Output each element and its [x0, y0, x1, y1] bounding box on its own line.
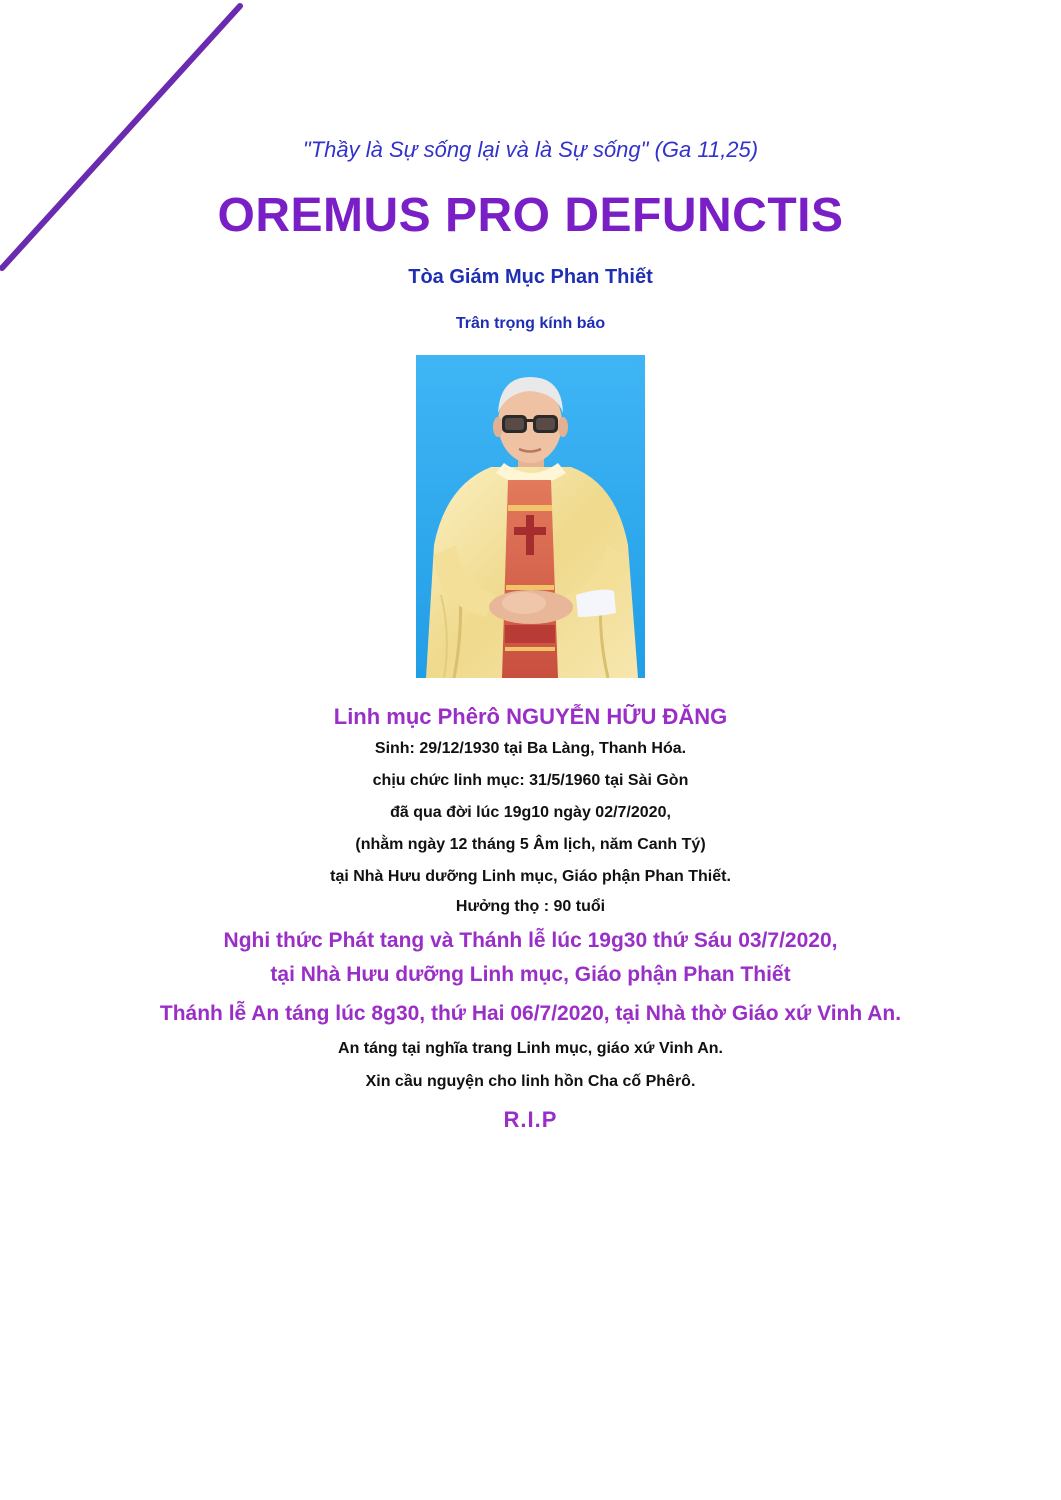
mourning-rite-info: Nghi thức Phát tang và Thánh lễ lúc 19g30 thứ Sáu 03/7/2020,	[223, 929, 838, 952]
priest-portrait	[416, 355, 645, 678]
page-title: OREMUS PRO DEFUNCTIS	[217, 189, 844, 242]
priest-name: Linh mục Phêrô NGUYỄN HỮU ĐĂNG	[333, 704, 728, 729]
prayer-request: Xin cầu nguyện cho linh hồn Cha cố Phêrô.	[365, 1073, 696, 1090]
mourning-place-info: tại Nhà Hưu dưỡng Linh mục, Giáo phận Phan Thiết	[270, 963, 791, 986]
bible-verse: "Thầy là Sự sống lại và là Sự sống" (Ga 11,25)	[302, 137, 759, 162]
death-info: đã qua đời lúc 19g10 ngày 02/7/2020,	[390, 804, 671, 821]
rip-text: R.I.P	[503, 1107, 558, 1132]
announcement-text: Trân trọng kính báo	[455, 315, 606, 332]
funeral-mass-info: Thánh lễ An táng lúc 8g30, thứ Hai 06/7/2020, tại Nhà thờ Giáo xứ Vinh An.	[159, 1002, 902, 1025]
diocese-name: Tòa Giám Mục Phan Thiết	[408, 266, 653, 288]
death-place-info: tại Nhà Hưu dưỡng Linh mục, Giáo phận Phan Thiết.	[330, 868, 731, 885]
burial-info: An táng tại nghĩa trang Linh mục, giáo xứ Vinh An.	[338, 1040, 723, 1057]
ordination-info: chịu chức linh mục: 31/5/1960 tại Sài Gòn	[372, 772, 689, 789]
age-info: Hưởng thọ : 90 tuổi	[455, 898, 606, 915]
birth-info: Sinh: 29/12/1930 tại Ba Làng, Thanh Hóa.	[374, 740, 687, 757]
lunar-date-info: (nhằm ngày 12 tháng 5 Âm lịch, năm Canh Tý)	[355, 836, 706, 853]
priest-portrait-image	[416, 355, 645, 678]
